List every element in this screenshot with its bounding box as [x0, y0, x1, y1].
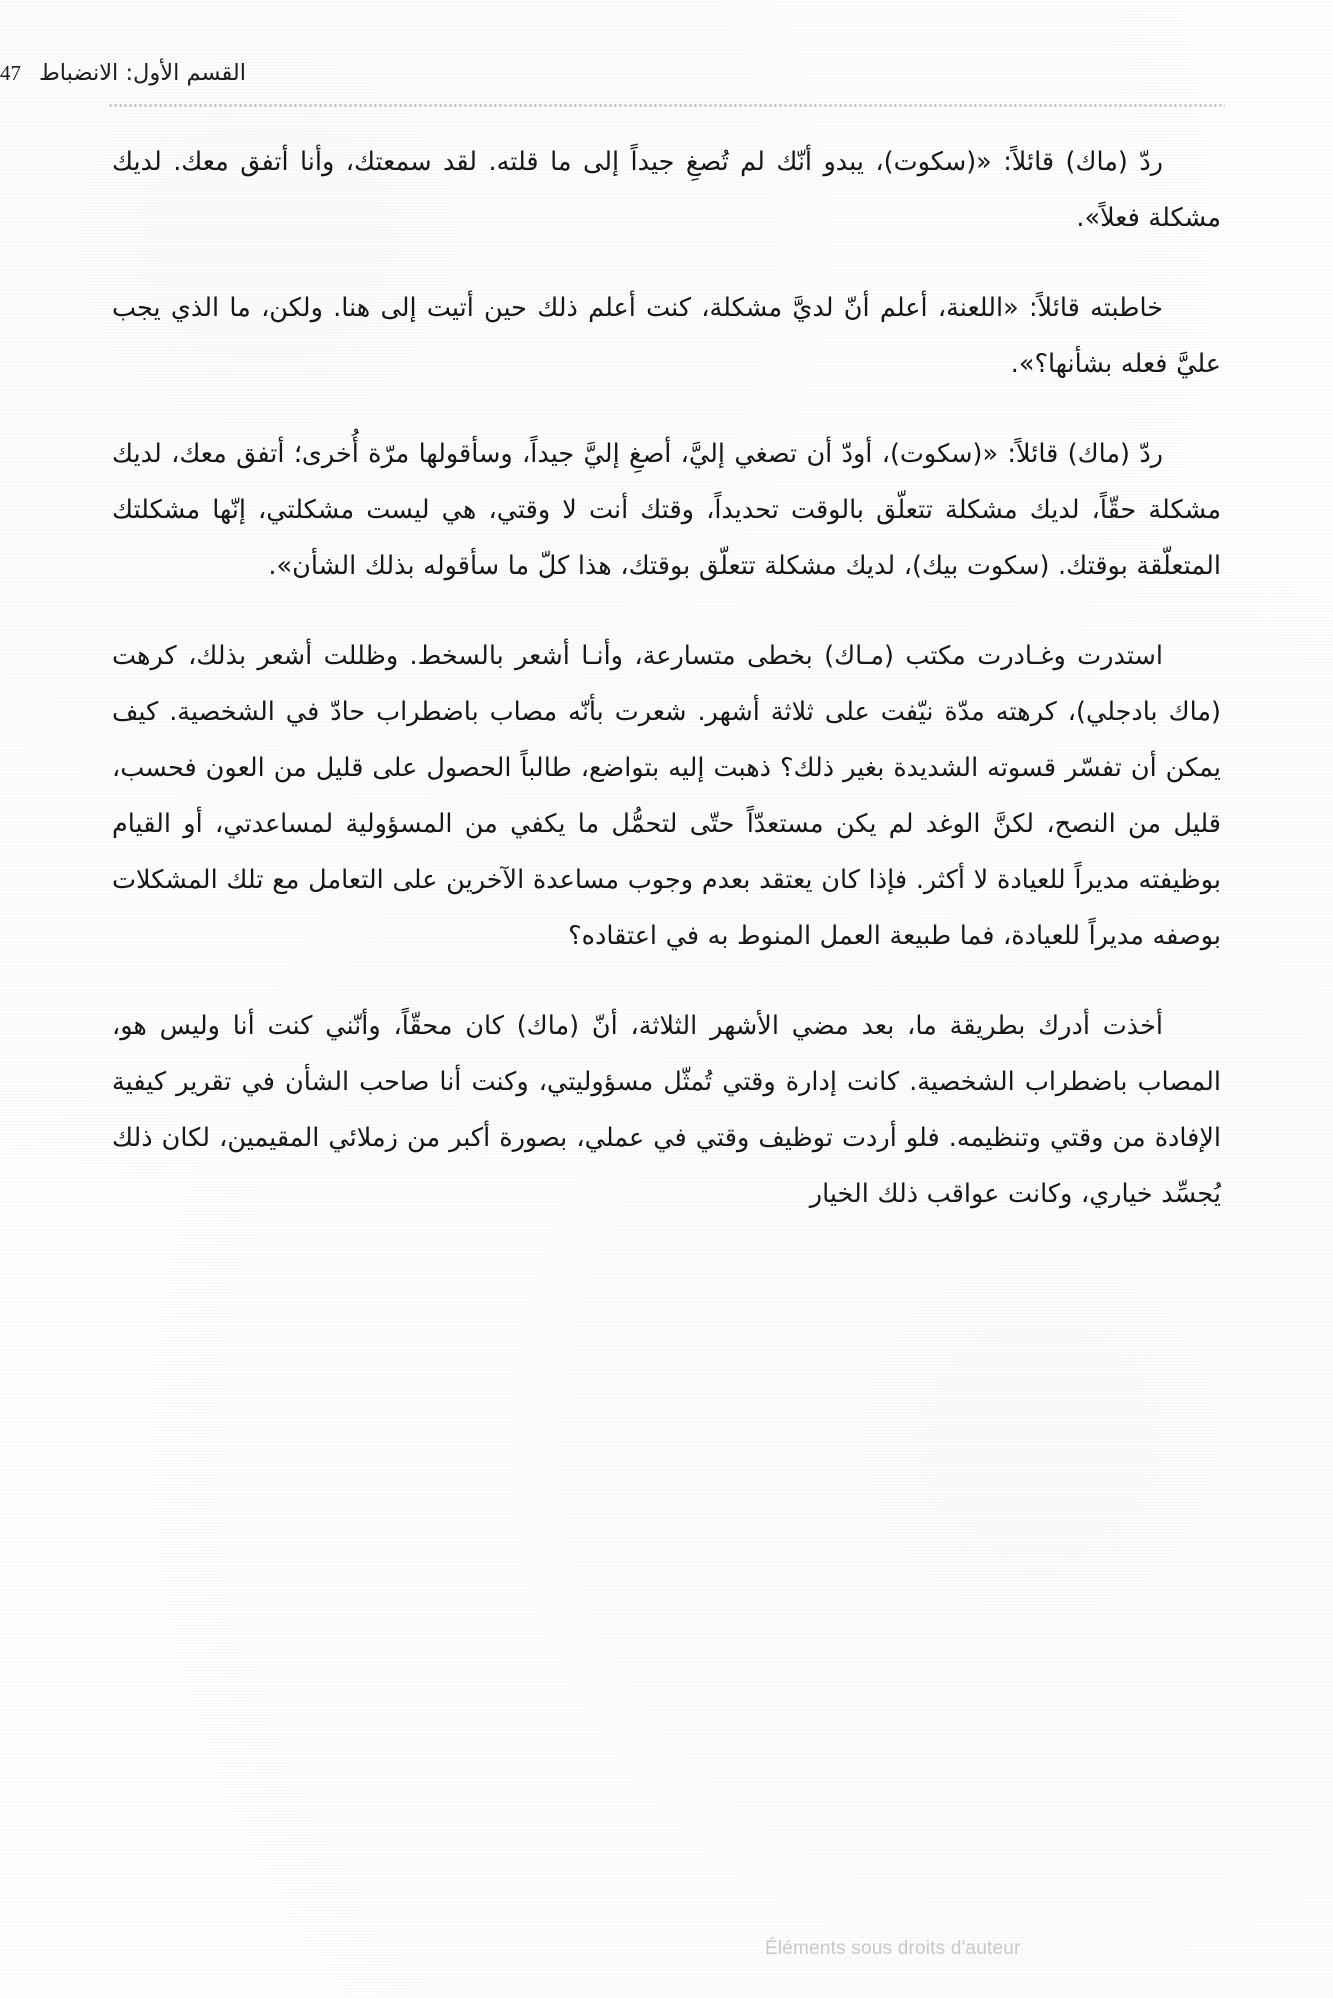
copyright-watermark: [0, 1938, 1333, 1960]
paragraph-5: أخذت أدرك بطريقة ما، بعد مضي الأشهر الثلاثة، أنّ (ماك) كان محقّاً، وأنّني كنت أنا وليس هو، المصاب باضطراب الشخصية. كانت إدارة وقتي تُمثّل مسؤوليتي، وكنت أنا صاحب الشأن في تقرير كيفية الإفادة من وقتي وتنظيمه. فلو أردت توظيف وقتي في عملي، بصورة أكبر من زملائي المقيمين، لكان ذلك يُجسِّد خياري، وكانت عواقب ذلك الخيار: [112, 1011, 1221, 1209]
header-dotted-separator: [108, 104, 1225, 107]
running-head-inner: [0, 60, 246, 86]
page-number: 47: [0, 61, 21, 85]
body-text-column: [112, 134, 1221, 1222]
running-head: [0, 60, 1333, 86]
paragraph-2: خاطبته قائلاً: «اللعنة، أعلم أنّ لديَّ مشكلة، كنت أعلم ذلك حين أتيت إلى هنا. ولكن، ما الذي يجب عليَّ فعله بشأنها؟».: [112, 293, 1221, 379]
page-title: القسم الأول: الانضباط: [39, 60, 247, 86]
paragraph-3: ردّ (ماك) قائلاً: «(سكوت)، أودّ أن تصغي إليَّ، أصغِ إليَّ جيداً، وسأقولها مرّة أُخرى؛ أتفق معك، لديك مشكلة حقّاً، لديك مشكلة تتعلّق بالوقت تحديداً، وقتك أنت لا وقتي، هي ليست مشكلتي، إنّها مشكلتك المتعلّقة بوقتك. (سكوت بيك)، لديك مشكلة تتعلّق بوقتك، هذا كلّ ما سأقوله بذلك الشأن».: [112, 439, 1221, 581]
paragraph-1: ردّ (ماك) قائلاً: «(سكوت)، يبدو أنّك لم تُصغِ جيداً إلى ما قلته. لقد سمعتك، وأنا أتفق معك. لديك مشكلة فعلاً».: [112, 147, 1221, 233]
copyright-watermark-text: Éléments sous droits d'auteur: [765, 1938, 1021, 1959]
paragraph-4: استدرت وغـادرت مكتب (مـاك) بخطى متسارعة، وأنـا أشعر بالسخط. وظللت أشعر بذلك، كرهت (ماك بادجلي)، كرهته مدّة نيّفت على ثلاثة أشهر. شعرت بأنّه مصاب باضطراب حادّ في الشخصية. كيف يمكن أن تفسّر قسوته الشديدة بغير ذلك؟ ذهبت إليه بتواضع، طالباً الحصول على قليل من العون فحسب، قليل من النصح، لكنَّ الوغد لم يكن مستعدّاً حتّى لتحمُّل ما يكفي من المسؤولية لمساعدتي، أو القيام بوظيفته مديراً للعيادة لا أكثر. فإذا كان يعتقد بعدم وجوب مساعدة الآخرين على التعامل مع تلك المشكلات بوصفه مديراً للعيادة، فما طبيعة العمل المنوط به في اعتقاده؟: [112, 641, 1221, 951]
